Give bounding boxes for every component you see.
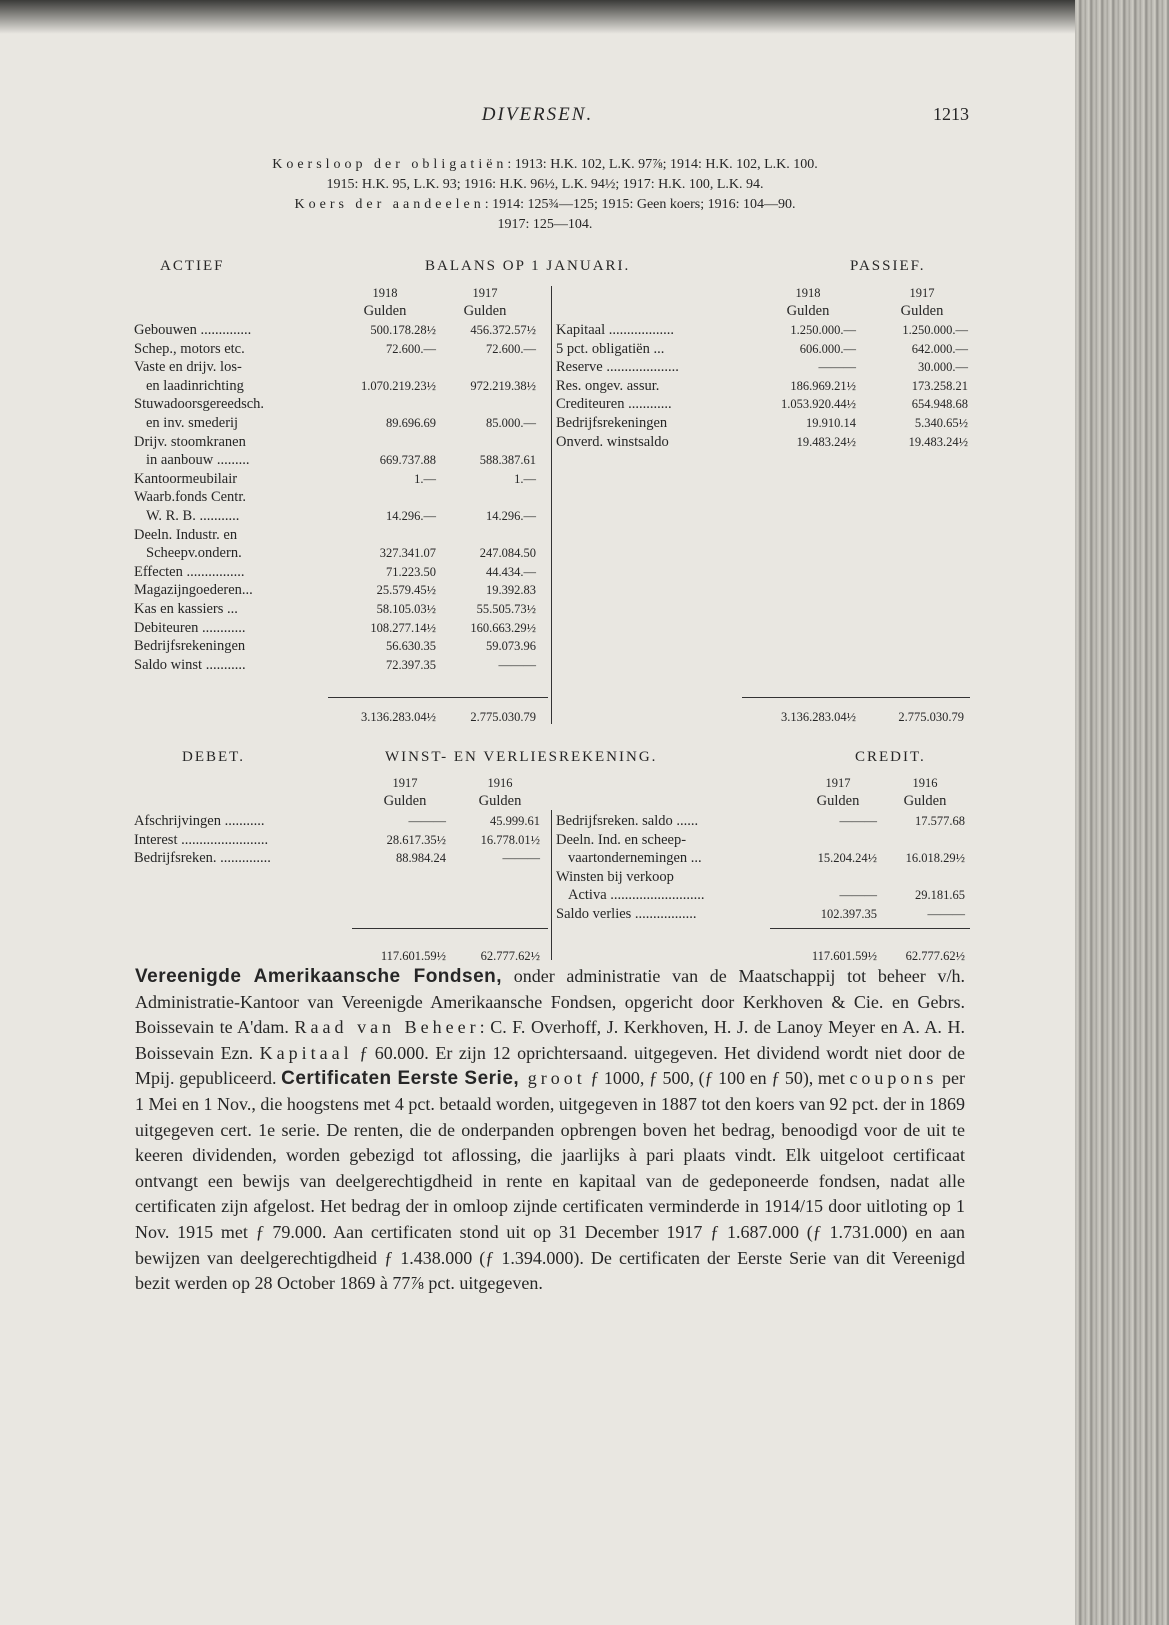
row-value-1: 58.105.03½ bbox=[376, 602, 436, 616]
row-value-2: ——— bbox=[498, 657, 536, 672]
row-value-1: 1.053.920.44½ bbox=[781, 397, 856, 412]
row-label: en inv. smederij bbox=[146, 415, 239, 431]
fund-description: Vereenigde Amerikaansche Fondsen, onder administratie van de Maatschappij tot beheer v/h. Administratie-Kantoor van Vereenigde Amerikaansche Fondsen, opgericht door Kerkhoven & Cie. en Gebrs. Boissevain te A'dam. Raad van Beheer: C. F. Overhoff, J. Kerkhoven, H. J. de Lanoy Meyer en A. A. H. Boissevain Ezn. Kapitaal ƒ 60.000. Er zijn 12 oprichtersaand. uitgegeven. Het dividend wordt niet door de Mpij. gepubliceerd. Certificaten Eerste Serie, groot ƒ 1000, ƒ 500, (ƒ 100 en ƒ 50), met coupons per 1 Mei en 1 Nov., die hoogstens met 4 pct. betaald worden, uitgegeven in 1887 tot den koers van 92 pct. der in 1869 uitgegeven cert. 1e serie. De renten, die de onderpanden opbrengen boven het bedrag, benoodigd voor de uit te keeren dividenden, worden gebezigd tot aflossing, die jaarlijks à pari plaats vindt. Elk uitgeloot certificaat ontvangt een bewijs van deelgerechtigdheid in rente en kapitaal van de gedeponeerde fondsen, nadat alle certificaten zijn afgelost. Het bedrag der in omloop zijnde certificaten verminderde in 1914/15 door uitloting op 1 Nov. 1915 met ƒ 79.000. Aan certificaten stond uit op 31 December 1917 ƒ 1.687.000 (ƒ 1.731.000) en aan bewijzen van deelgerechtigdheid ƒ 1.438.000 (ƒ 1.394.000). De certificaten der Eerste Serie van dit Vereenigd bezit werden op 28 October 1869 à 77⅞ pct. uitgegeven. bbox=[135, 966, 965, 1294]
row-value-2: 5.340.65½ bbox=[914, 416, 968, 430]
row-value-2: 44.434.— bbox=[486, 564, 536, 579]
row-label: Stuwadoorsgereedsch. bbox=[134, 396, 265, 413]
row-label: Afschrijvingen ........... bbox=[134, 813, 265, 829]
running-title: DIVERSEN. bbox=[481, 104, 594, 125]
balans-divider bbox=[551, 286, 552, 724]
row-label: Bedrijfsreken. .............. bbox=[134, 850, 271, 867]
row-value-1: 1.250.000.— bbox=[790, 323, 856, 337]
row-value-1: 14.296.— bbox=[386, 509, 436, 523]
row-value-2: ——— bbox=[927, 907, 965, 921]
row-value-2: 16.778.01½ bbox=[480, 832, 540, 847]
winst-debet-unit1: Gulden bbox=[383, 793, 427, 809]
balans-title: BALANS OP 1 JANUARI. bbox=[425, 258, 631, 274]
row-label: Bedrijfsreken. saldo ...... bbox=[556, 813, 699, 829]
row-label: Deeln. Ind. en scheep- bbox=[556, 831, 687, 848]
koers-aandeelen-line2: 1917: 125—104. bbox=[497, 217, 593, 232]
winst-credit-title: CREDIT. bbox=[855, 749, 926, 765]
winst-debet-unit2: Gulden bbox=[478, 793, 522, 809]
koers-obligaties-line1: Koersloop der obligatiën: 1913: H.K. 102, L.K. 97⅞; 1914: H.K. 102, L.K. 100. bbox=[272, 157, 818, 172]
row-value-1: 669.737.88 bbox=[379, 453, 436, 468]
row-value-1: 56.630.35 bbox=[386, 639, 436, 654]
row-value-1: 1.070.219.23½ bbox=[361, 378, 436, 393]
row-value-2: 588.387.61 bbox=[479, 453, 536, 468]
winst-debet-total-1916: 62.777.62½ bbox=[480, 949, 540, 963]
coupons-label: coupons bbox=[849, 1068, 938, 1089]
row-value-1: 25.579.45½ bbox=[376, 583, 436, 598]
row-value-2: 19.392.83 bbox=[486, 583, 536, 598]
balans-passief-unit1: Gulden bbox=[786, 303, 830, 319]
row-value-2: 654.948.68 bbox=[911, 397, 968, 412]
balans-passief-total-1917: 2.775.030.79 bbox=[898, 710, 964, 724]
row-value-1: 500.178.28½ bbox=[370, 323, 436, 337]
row-label: Kapitaal .................. bbox=[556, 322, 674, 338]
balans-passief-year2: 1917 bbox=[909, 286, 935, 300]
row-value-2: 72.600.— bbox=[486, 341, 536, 356]
row-label: vaartondernemingen ... bbox=[568, 850, 702, 867]
row-label: Saldo verlies ................. bbox=[556, 906, 697, 922]
row-value-1: ——— bbox=[839, 814, 877, 828]
row-label: Vaste en drijv. los- bbox=[134, 359, 242, 376]
winst-credit-unit2: Gulden bbox=[903, 793, 947, 809]
row-value-1: 186.969.21½ bbox=[790, 378, 856, 393]
row-label: Bedrijfsrekeningen bbox=[556, 415, 668, 431]
row-value-1: 15.204.24½ bbox=[817, 851, 877, 866]
certificaten-label: Certificaten Eerste Serie, bbox=[281, 1068, 520, 1090]
koers-aandeelen-label: Koers der aandeelen bbox=[294, 197, 485, 212]
balans-passief-total-1918: 3.136.283.04½ bbox=[781, 710, 856, 724]
row-label: Winsten bij verkoop bbox=[556, 868, 674, 885]
winst-credit-year2: 1916 bbox=[912, 776, 938, 790]
koers-obligaties-label: Koersloop der obligatiën bbox=[272, 157, 508, 172]
row-value-1: 108.277.14½ bbox=[370, 620, 436, 635]
winst-credit-total-1916: 62.777.62½ bbox=[905, 949, 965, 963]
row-value-2: 29.181.65 bbox=[915, 888, 965, 903]
row-value-2: 14.296.— bbox=[486, 509, 536, 523]
row-value-2: 972.219.38½ bbox=[470, 378, 536, 393]
row-label: Res. ongev. assur. bbox=[556, 377, 660, 394]
winst-divider bbox=[551, 810, 552, 960]
row-value-2: 1.— bbox=[514, 471, 536, 486]
winst-credit-year1: 1917 bbox=[825, 776, 851, 790]
balans-actief-total-1917: 2.775.030.79 bbox=[470, 710, 536, 724]
row-label: Magazijngoederen... bbox=[134, 582, 253, 599]
row-value-2: 59.073.96 bbox=[486, 639, 536, 654]
koers-aandeelen-line1: Koers der aandeelen: 1914: 125¾—125; 1915: Geen koers; 1916: 104—90. bbox=[294, 197, 796, 212]
row-value-2: 19.483.24½ bbox=[908, 434, 968, 449]
row-value-2: 17.577.68 bbox=[915, 814, 965, 828]
raad-van-beheer-label: Raad van Beheer bbox=[294, 1017, 480, 1038]
winst-credit-total-1917: 117.601.59½ bbox=[811, 949, 877, 963]
row-value-1: 102.397.35 bbox=[820, 907, 877, 921]
row-value-2: 456.372.57½ bbox=[470, 323, 536, 337]
balans-actief-year2: 1917 bbox=[472, 286, 498, 300]
row-label: Reserve .................... bbox=[556, 359, 679, 376]
winst-debet-year2: 1916 bbox=[487, 776, 513, 790]
scan-shadow bbox=[0, 0, 1075, 34]
row-label: Kantoormeubilair bbox=[134, 470, 238, 487]
row-label: Activa .......................... bbox=[568, 887, 705, 904]
row-value-2: 85.000.— bbox=[486, 416, 536, 430]
row-value-1: 28.617.35½ bbox=[386, 832, 446, 847]
row-label: Bedrijfsrekeningen bbox=[134, 638, 246, 655]
row-label: Kas en kassiers ... bbox=[134, 601, 238, 617]
balans-passief-total-rule bbox=[742, 697, 970, 698]
row-label: W. R. B. ........... bbox=[146, 508, 240, 524]
balans-passief-title: PASSIEF. bbox=[850, 258, 926, 274]
winst-debet-total-rule bbox=[352, 928, 548, 929]
row-label: Deeln. Industr. en bbox=[134, 526, 238, 543]
row-value-2: 247.084.50 bbox=[479, 546, 536, 561]
row-value-1: 72.397.35 bbox=[386, 657, 436, 672]
row-value-1: 88.984.24 bbox=[396, 851, 446, 866]
row-label: in aanbouw ......... bbox=[146, 452, 250, 469]
balans-actief-total-1918: 3.136.283.04½ bbox=[361, 710, 436, 724]
row-label: Interest ........................ bbox=[134, 831, 269, 848]
book-page-edges bbox=[1075, 0, 1169, 1625]
row-value-1: 89.696.69 bbox=[386, 416, 436, 430]
balans-passief-unit2: Gulden bbox=[900, 303, 944, 319]
row-value-1: ——— bbox=[408, 814, 446, 828]
row-label: Saldo winst ........... bbox=[134, 656, 246, 673]
row-label: Schep., motors etc. bbox=[134, 340, 245, 357]
row-value-2: 642.000.— bbox=[911, 341, 968, 356]
row-value-2: 1.250.000.— bbox=[902, 323, 968, 337]
row-label: Effecten ................ bbox=[134, 563, 245, 580]
fund-name: Vereenigde Amerikaansche Fondsen, bbox=[135, 966, 503, 987]
winst-credit-total-rule bbox=[770, 928, 970, 929]
row-value-1: 606.000.— bbox=[799, 341, 856, 356]
row-value-2: 173.258.21 bbox=[911, 378, 968, 393]
row-value-2: 160.663.29½ bbox=[470, 620, 536, 635]
row-label: Waarb.fonds Centr. bbox=[134, 489, 246, 506]
row-label: Onverd. winstsaldo bbox=[556, 433, 669, 450]
koers-obligaties-line2: 1915: H.K. 95, L.K. 93; 1916: H.K. 96½, L.K. 94½; 1917: H.K. 100, L.K. 94. bbox=[326, 177, 764, 192]
balans-actief-unit2: Gulden bbox=[463, 303, 507, 319]
winst-title: WINST- EN VERLIESREKENING. bbox=[385, 749, 658, 765]
row-value-2: 30.000.— bbox=[918, 360, 968, 375]
row-value-1: 1.— bbox=[414, 471, 436, 486]
row-label: Gebouwen .............. bbox=[134, 322, 252, 338]
row-value-2: ——— bbox=[502, 851, 540, 866]
row-label: en laadinrichting bbox=[146, 377, 244, 394]
row-label: 5 pct. obligatiën ... bbox=[556, 340, 665, 357]
row-value-1: ——— bbox=[839, 888, 877, 903]
row-value-2: 16.018.29½ bbox=[905, 851, 965, 866]
row-label: Debiteuren ............ bbox=[134, 619, 246, 636]
kapitaal-label: Kapitaal bbox=[259, 1042, 353, 1063]
winst-credit-unit1: Gulden bbox=[816, 793, 860, 809]
balans-actief-title: ACTIEF bbox=[160, 258, 225, 274]
row-value-2: 45.999.61 bbox=[490, 814, 540, 828]
balans-passief-year1: 1918 bbox=[795, 286, 821, 300]
row-label: Scheepv.ondern. bbox=[146, 545, 242, 562]
row-value-1: 327.341.07 bbox=[379, 546, 436, 561]
row-label: Crediteuren ............ bbox=[556, 396, 672, 413]
winst-debet-total-1917: 117.601.59½ bbox=[380, 949, 446, 963]
balans-actief-year1: 1918 bbox=[372, 286, 398, 300]
row-value-1: 19.910.14 bbox=[806, 416, 856, 430]
row-label: Drijv. stoomkranen bbox=[134, 433, 246, 450]
row-value-1: ——— bbox=[818, 360, 856, 375]
row-value-1: 72.600.— bbox=[386, 341, 436, 356]
balans-actief-total-rule bbox=[328, 697, 548, 698]
row-value-1: 71.223.50 bbox=[386, 564, 436, 579]
page-number: 1213 bbox=[933, 104, 969, 124]
row-value-2: 55.505.73½ bbox=[476, 602, 536, 616]
row-value-1: 19.483.24½ bbox=[796, 434, 856, 449]
balans-actief-unit1: Gulden bbox=[363, 303, 407, 319]
winst-debet-title: DEBET. bbox=[182, 749, 245, 765]
winst-debet-year1: 1917 bbox=[392, 776, 418, 790]
